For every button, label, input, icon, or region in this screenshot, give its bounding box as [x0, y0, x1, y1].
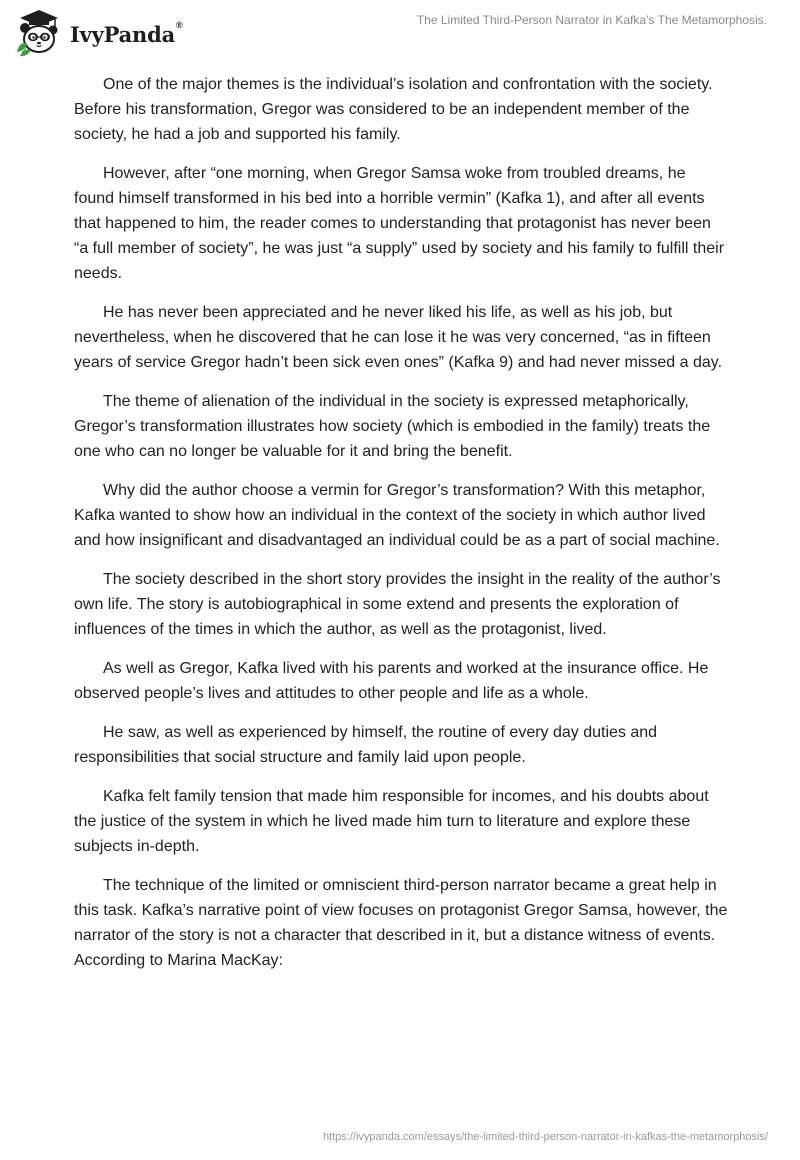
registered-mark: ®: [176, 19, 183, 30]
brand-name: IvyPanda: [70, 21, 176, 47]
paragraph: However, after “one morning, when Gregor Samsa woke from troubled dreams, he found himself transformed in his bed into a horrible vermin” (Kafka 1), and after all events that happened to him, the reader comes to understanding that protagonist has never been “a full member of society”, he was just “a supply” used by society and his family to fulfill their needs.: [74, 165, 725, 282]
paragraph: The society described in the short story provides the insight in the reality of the author’s own life. The story is autobiographical in some extend and presents the exploration of influences of the times in which the author, as well as the protagonist, lived.: [74, 571, 721, 638]
paragraph: One of the major themes is the individual’s isolation and confrontation with the society. Before his transformation, Gregor was considered to be an independent member of the society, he had a job and supported his family.: [74, 76, 713, 143]
paragraph: The theme of alienation of the individual in the society is expressed metaphorically, Gregor’s transformation illustrates how society (which is embodied in the family) treats the one who can no longer be valuable for it and bring the benefit.: [74, 393, 711, 460]
paragraph: He saw, as well as experienced by himself, the routine of every day duties and responsibilities that social structure and family laid upon people.: [74, 724, 658, 766]
document-title: The Limited Third-Person Narrator in Kafka’s The Metamorphosis.: [416, 13, 767, 27]
paragraph: He has never been appreciated and he never liked his life, as well as his job, but nevertheless, when he discovered that he can lose it he was very concerned, “as in fifteen years of service Gregor hadn’t been sick even ones” (Kafka 9) and had never missed a day.: [74, 304, 723, 371]
logo-wordmark: [70, 19, 183, 47]
source-url-link[interactable]: https://ivypanda.com/essays/the-limited-third-person-narrator-in-kafkas-the-metamorphosis/: [322, 1131, 768, 1143]
panda-mascot-icon: [14, 8, 64, 58]
paragraph: Why did the author choose a vermin for Gregor’s transformation? With this metaphor, Kafka wanted to show how an individual in the context of the society in which author lived and how insignificant and disadvantaged an individual could be as a part of social machine.: [74, 482, 720, 549]
paragraph: Kafka felt family tension that made him responsible for incomes, and his doubts about the justice of the system in which he lived made him turn to literature and explore these subjects in-depth.: [74, 788, 709, 855]
page-header: [0, 0, 800, 60]
paragraph: As well as Gregor, Kafka lived with his parents and worked at the insurance office. He observed people’s lives and attitudes to other people and life as a whole.: [74, 660, 709, 702]
paragraph: The technique of the limited or omniscient third-person narrator became a great help in this task. Kafka’s narrative point of view focuses on protagonist Gregor Samsa, however, the narrator of the story is not a character that described in it, but a distance witness of events. According to Marina MacKay:: [74, 877, 728, 969]
essay-body: [74, 72, 728, 987]
ivypanda-logo[interactable]: [14, 8, 182, 58]
